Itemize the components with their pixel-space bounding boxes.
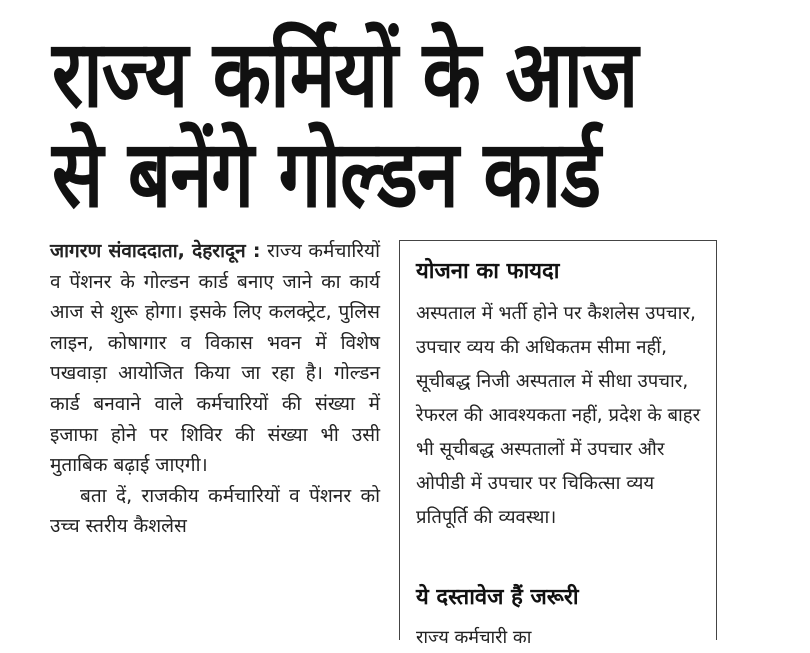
article-paragraph-2: बता दें, राजकीय कर्मचारियों व पेंशनर को उच्च स्तरीय कैशलेस — [50, 484, 380, 538]
article-body — [50, 236, 380, 630]
benefits-box — [399, 240, 717, 648]
benefits-text: अस्पताल में भर्ती होने पर कैशलेस उपचार, उपचार व्यय की अधिकतम सीमा नहीं, सूचीबद्ध निजी अस्पताल में सीधा उपचार, रेफरल की आवश्यकता नहीं, प्रदेश के बाहर भी सूचीबद्ध अस्पतालों में उपचार और ओपीडी में उपचार पर चिकित्सा व्यय प्रतिपूर्ति की व्यवस्था। — [416, 303, 701, 528]
dateline: जागरण संवाददाता, देहरादून : — [50, 240, 261, 262]
headline-line-2: से बनेंगे गोल्डन कार्ड — [52, 119, 601, 229]
headline — [0, 0, 810, 232]
headline-line-1: राज्य कर्मियों के आज — [52, 19, 638, 129]
documents-heading: ये दस्तावेज हैं जरूरी — [416, 585, 579, 610]
paragraph-1-text: राज्य कर्मचारियों व पेंशनर के गोल्डन कार्ड बनाए जाने का कार्य आज से शुरू होगा। इसके लिए कलक्ट्रेट, पुलिस लाइन, कोषागार व विकास भवन में विशेष पखवाड़ा आयोजित किया जा रहा है। गोल्डन कार्ड बनवाने वाले कर्मचारियों की संख्या में इजाफा होने पर शिविर की संख्या भी उसी मुताबिक बढ़ाई जाएगी। — [50, 240, 380, 477]
documents-text-cutoff: राज्य कर्मचारी का — [416, 627, 532, 648]
benefits-heading: योजना का फायदा — [416, 259, 560, 284]
article-paragraph-1 — [50, 236, 380, 481]
